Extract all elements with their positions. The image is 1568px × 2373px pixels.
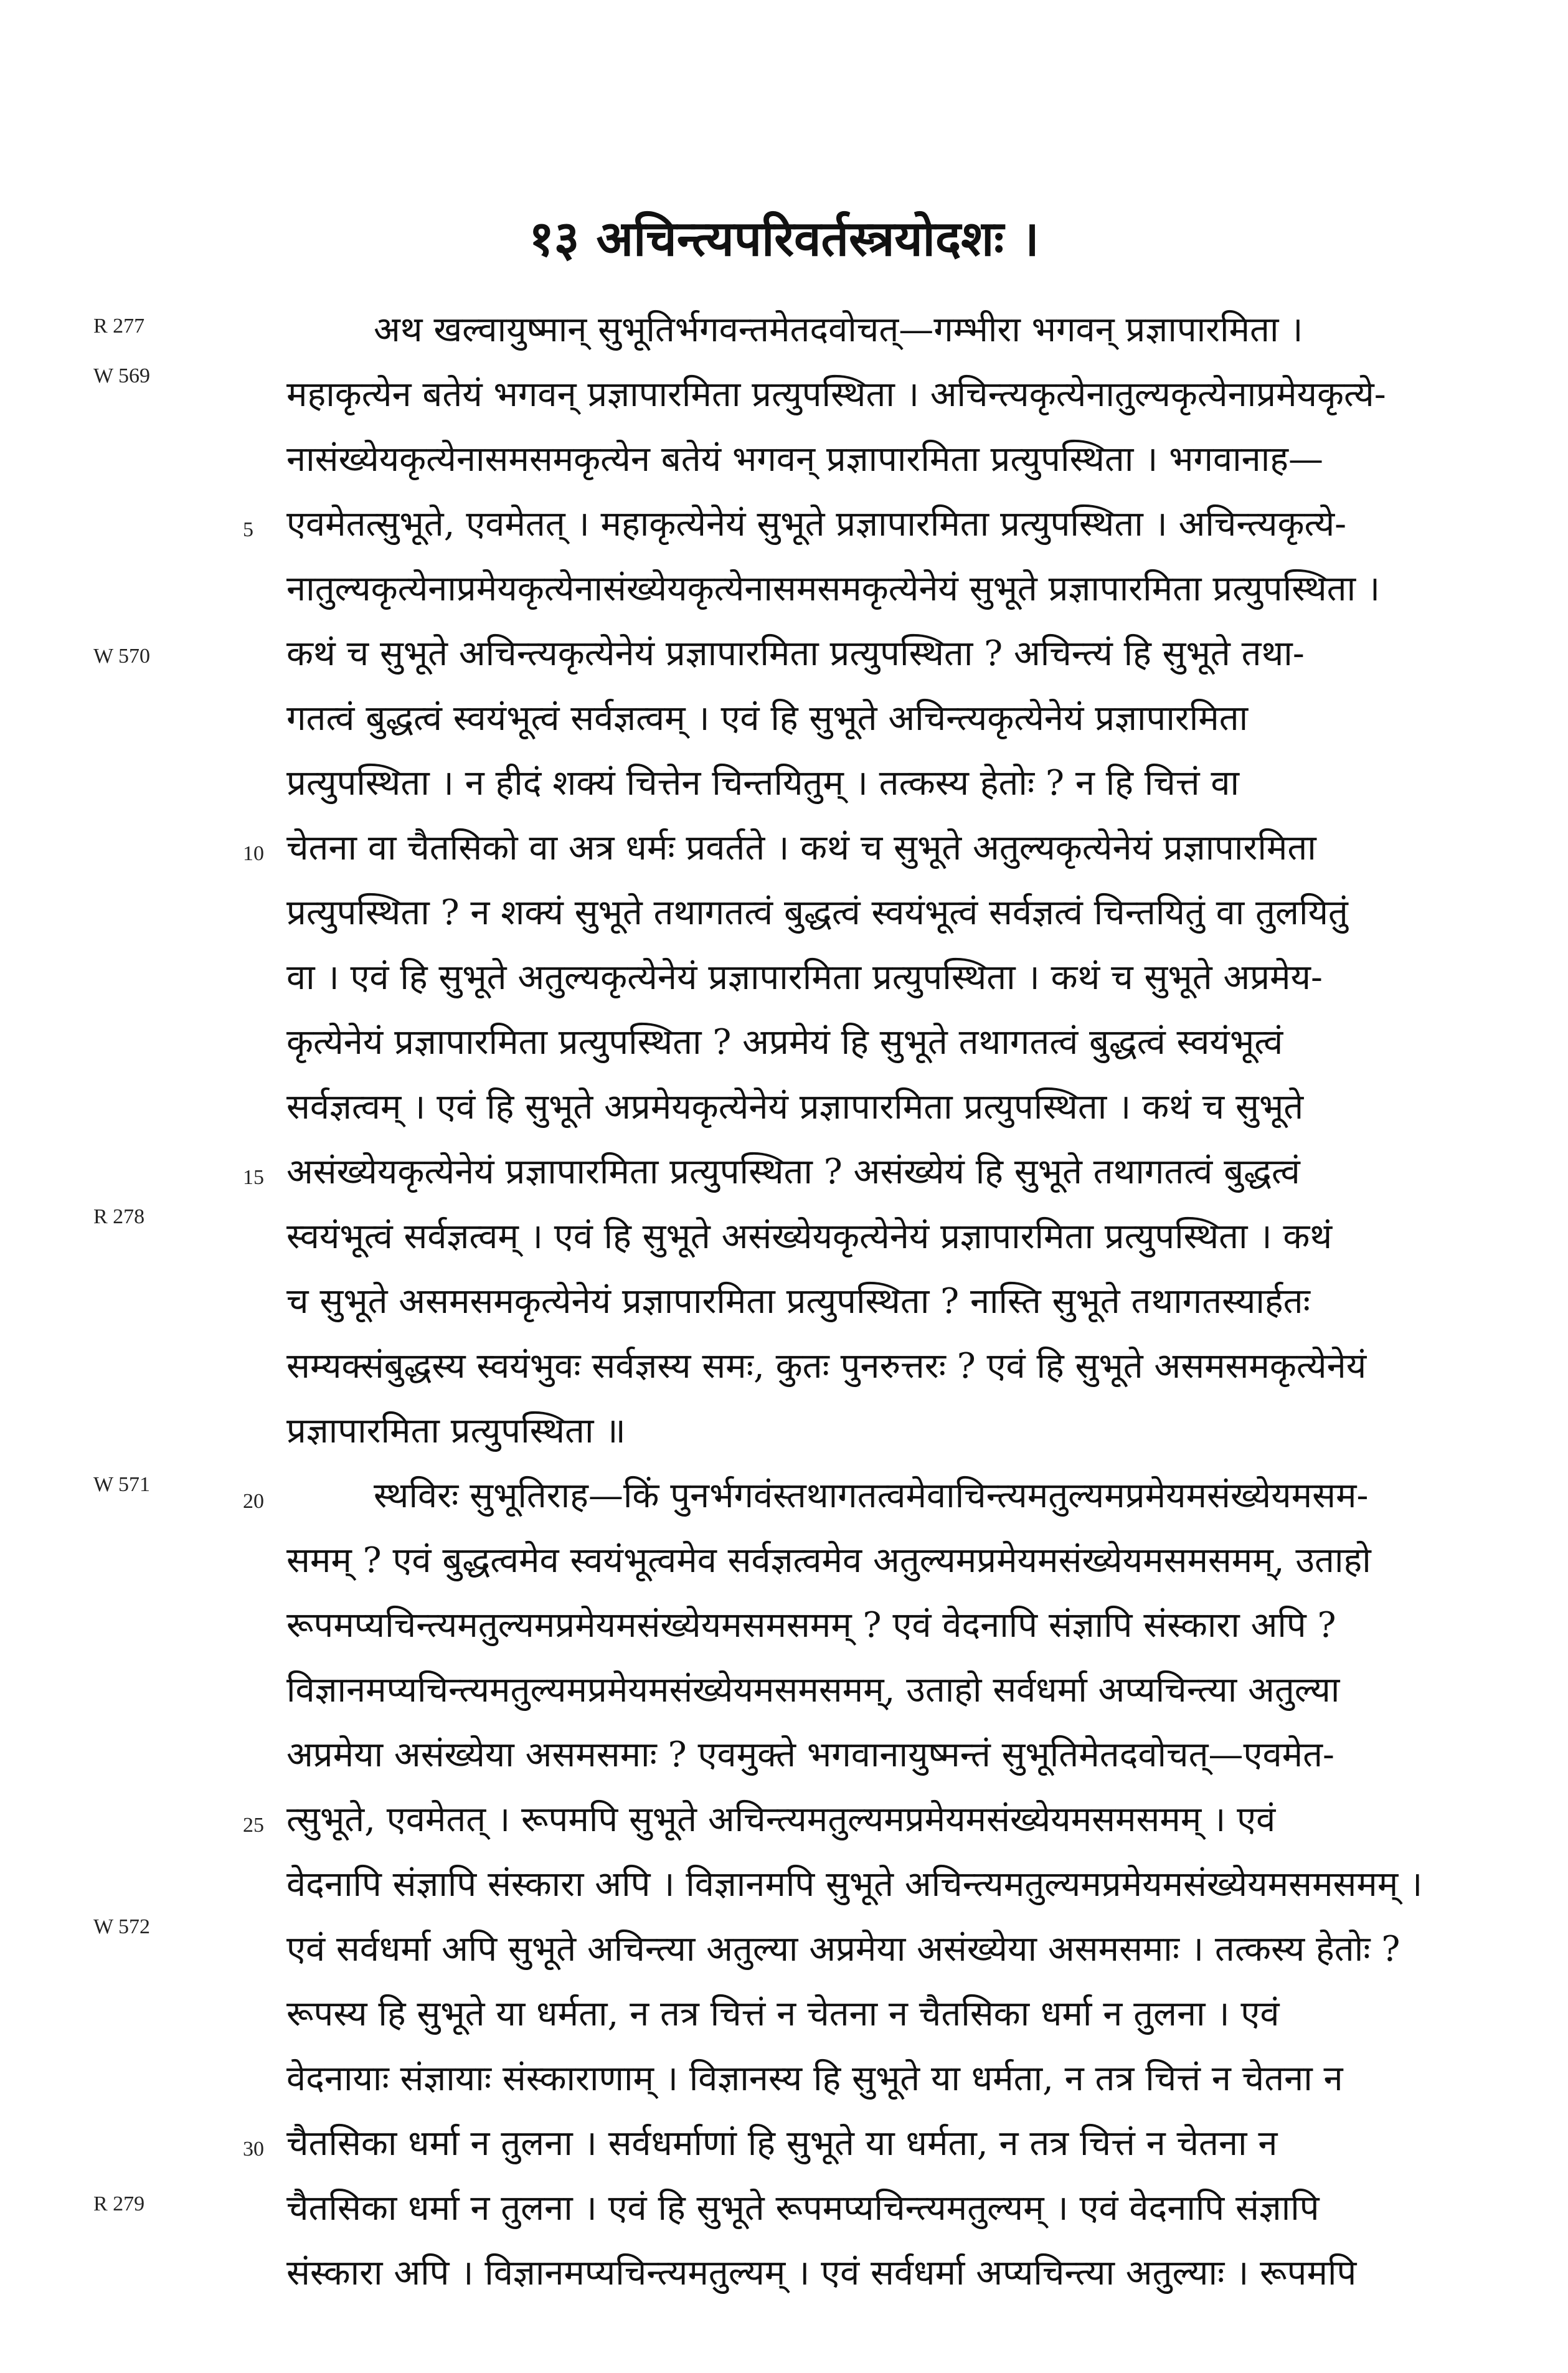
text-line: कथं च सुभूते अचिन्त्यकृत्येनेयं प्रज्ञापारमिता प्रत्युपस्थिता ? अचिन्त्यं हि सुभूते तथा-: [286, 633, 1305, 674]
margin-ref-w570: W 570: [93, 645, 150, 668]
chapter-title: १३ अचिन्त्यपरिवर्तस्त्रयोदशः ।: [529, 211, 1039, 267]
text-line: असंख्येयकृत्येनेयं प्रज्ञापारमिता प्रत्युपस्थिता ? असंख्येयं हि सुभूते तथागतत्वं बुद्धत्वं: [286, 1152, 1300, 1192]
margin-ref-r279: R 279: [93, 2192, 145, 2215]
text-line: स्वयंभूत्वं सर्वज्ञत्वम् । एवं हि सुभूते असंख्येयकृत्येनेयं प्रज्ञापारमिता प्रत्युपस्थिता । कथं: [286, 1216, 1333, 1257]
text-line: सम्यक्संबुद्धस्य स्वयंभुवः सर्वज्ञस्य समः, कुतः पुनरुत्तरः ? एवं हि सुभूते असमसमकृत्येनेयं: [286, 1346, 1367, 1386]
text-line: प्रत्युपस्थिता ? न शक्यं सुभूते तथागतत्वं बुद्धत्वं स्वयंभूत्वं सर्वज्ञत्वं चिन्तयितुं वा तुलयितुं: [286, 893, 1348, 933]
text-line: महाकृत्येन बतेयं भगवन् प्रज्ञापारमिता प्रत्युपस्थिता । अचिन्त्यकृत्येनातुल्यकृत्येनाप्रमेयकृत्ये-: [286, 374, 1386, 415]
text-line: एवं सर्वधर्मा अपि सुभूते अचिन्त्या अतुल्या अप्रमेया असंख्येया असमसमाः । तत्कस्य हेतोः ?: [286, 1929, 1400, 1969]
line-number-5: 5: [243, 518, 253, 541]
text-line: चैतसिका धर्मा न तुलना । एवं हि सुभूते रूपमप्यचिन्त्यमतुल्यम् । एवं वेदनापि संज्ञापि: [286, 2188, 1320, 2229]
text-line: नातुल्यकृत्येनाप्रमेयकृत्येनासंख्येयकृत्येनासमसमकृत्येनेयं सुभूते प्रज्ञापारमिता प्रत्युपस्थिता ।: [286, 569, 1381, 609]
text-line: च सुभूते असमसमकृत्येनेयं प्रज्ञापारमिता प्रत्युपस्थिता ? नास्ति सुभूते तथागतस्यार्हतः: [286, 1281, 1310, 1322]
margin-ref-w572: W 572: [93, 1915, 150, 1938]
line-number-20: 20: [243, 1490, 264, 1513]
text-line: वेदनायाः संज्ञायाः संस्काराणाम् । विज्ञानस्य हि सुभूते या धर्मता, न तत्र चित्तं न चेतना न: [286, 2058, 1343, 2099]
text-line: रूपमप्यचिन्त्यमतुल्यमप्रमेयमसंख्येयमसमसमम् ? एवं वेदनापि संज्ञापि संस्कारा अपि ?: [286, 1605, 1336, 1646]
line-number-30: 30: [243, 2138, 264, 2161]
text-line: वा । एवं हि सुभूते अतुल्यकृत्येनेयं प्रज्ञापारमिता प्रत्युपस्थिता । कथं च सुभूते अप्रमेय-: [286, 957, 1323, 998]
margin-ref-r277: R 277: [93, 315, 145, 338]
line-number-10: 10: [243, 842, 264, 865]
text-line: प्रत्युपस्थिता । न हीदं शक्यं चित्तेन चिन्तयितुम् । तत्कस्य हेतोः ? न हि चित्तं वा: [286, 763, 1239, 803]
margin-ref-w569: W 569: [93, 364, 150, 387]
text-line: प्रज्ञापारमिता प्रत्युपस्थिता ॥: [286, 1411, 626, 1451]
text-line: नासंख्येयकृत्येनासमसमकृत्येन बतेयं भगवन् प्रज्ञापारमिता प्रत्युपस्थिता । भगवानाह—: [286, 439, 1324, 480]
text-line: संस्कारा अपि । विज्ञानमप्यचिन्त्यमतुल्यम् । एवं सर्वधर्मा अप्यचिन्त्या अतुल्याः । रूपमपि: [286, 2253, 1357, 2293]
text-line: स्थविरः सुभूतिराह—किं पुनर्भगवंस्तथागतत्वमेवाचिन्त्यमतुल्यमप्रमेयमसंख्येयमसम-: [374, 1475, 1369, 1516]
text-line: चैतसिका धर्मा न तुलना । सर्वधर्माणां हि सुभूते या धर्मता, न तत्र चित्तं न चेतना न: [286, 2123, 1278, 2164]
margin-ref-w571: W 571: [93, 1473, 150, 1496]
text-line: विज्ञानमप्यचिन्त्यमतुल्यमप्रमेयमसंख्येयमसमसमम्, उताहो सर्वधर्मा अप्यचिन्त्या अतुल्या: [286, 1670, 1340, 1710]
line-number-15: 15: [243, 1166, 264, 1189]
text-line: सर्वज्ञत्वम् । एवं हि सुभूते अप्रमेयकृत्येनेयं प्रज्ञापारमिता प्रत्युपस्थिता । कथं च सुभूते: [286, 1087, 1304, 1127]
text-line: समम् ? एवं बुद्धत्वमेव स्वयंभूत्वमेव सर्वज्ञत्वमेव अतुल्यमप्रमेयमसंख्येयमसमसमम्, उताहो: [286, 1540, 1371, 1581]
text-line: कृत्येनेयं प्रज्ञापारमिता प्रत्युपस्थिता ? अप्रमेयं हि सुभूते तथागतत्वं बुद्धत्वं स्वयंभूत्वं: [286, 1022, 1283, 1063]
text-line: रूपस्य हि सुभूते या धर्मता, न तत्र चित्तं न चेतना न चैतसिका धर्मा न तुलना । एवं: [286, 1994, 1280, 2034]
text-line: गतत्वं बुद्धत्वं स्वयंभूत्वं सर्वज्ञत्वम् । एवं हि सुभूते अचिन्त्यकृत्येनेयं प्रज्ञापारमिता: [286, 698, 1249, 739]
text-line: त्सुभूते, एवमेतत् । रूपमपि सुभूते अचिन्त्यमतुल्यमप्रमेयमसंख्येयमसमसमम् । एवं: [286, 1799, 1276, 1840]
margin-ref-r278: R 278: [93, 1205, 145, 1228]
text-line: वेदनापि संज्ञापि संस्कारा अपि । विज्ञानमपि सुभूते अचिन्त्यमतुल्यमप्रमेयमसंख्येयमसमसमम् ।: [286, 1864, 1423, 1905]
text-line: अथ खल्वायुष्मान् सुभूतिर्भगवन्तमेतदवोचत्—गम्भीरा भगवन् प्रज्ञापारमिता ।: [374, 310, 1303, 350]
text-line: एवमेतत्सुभूते, एवमेतत् । महाकृत्येनेयं सुभूते प्रज्ञापारमिता प्रत्युपस्थिता । अचिन्त्यकृत्ये-: [286, 504, 1347, 544]
line-number-25: 25: [243, 1814, 264, 1837]
text-line: अप्रमेया असंख्येया असमसमाः ? एवमुक्ते भगवानायुष्मन्तं सुभूतिमेतदवोचत्—एवमेत-: [286, 1735, 1334, 1775]
text-line: चेतना वा चैतसिको वा अत्र धर्मः प्रवर्तते । कथं च सुभूते अतुल्यकृत्येनेयं प्रज्ञापारमिता: [286, 828, 1316, 868]
